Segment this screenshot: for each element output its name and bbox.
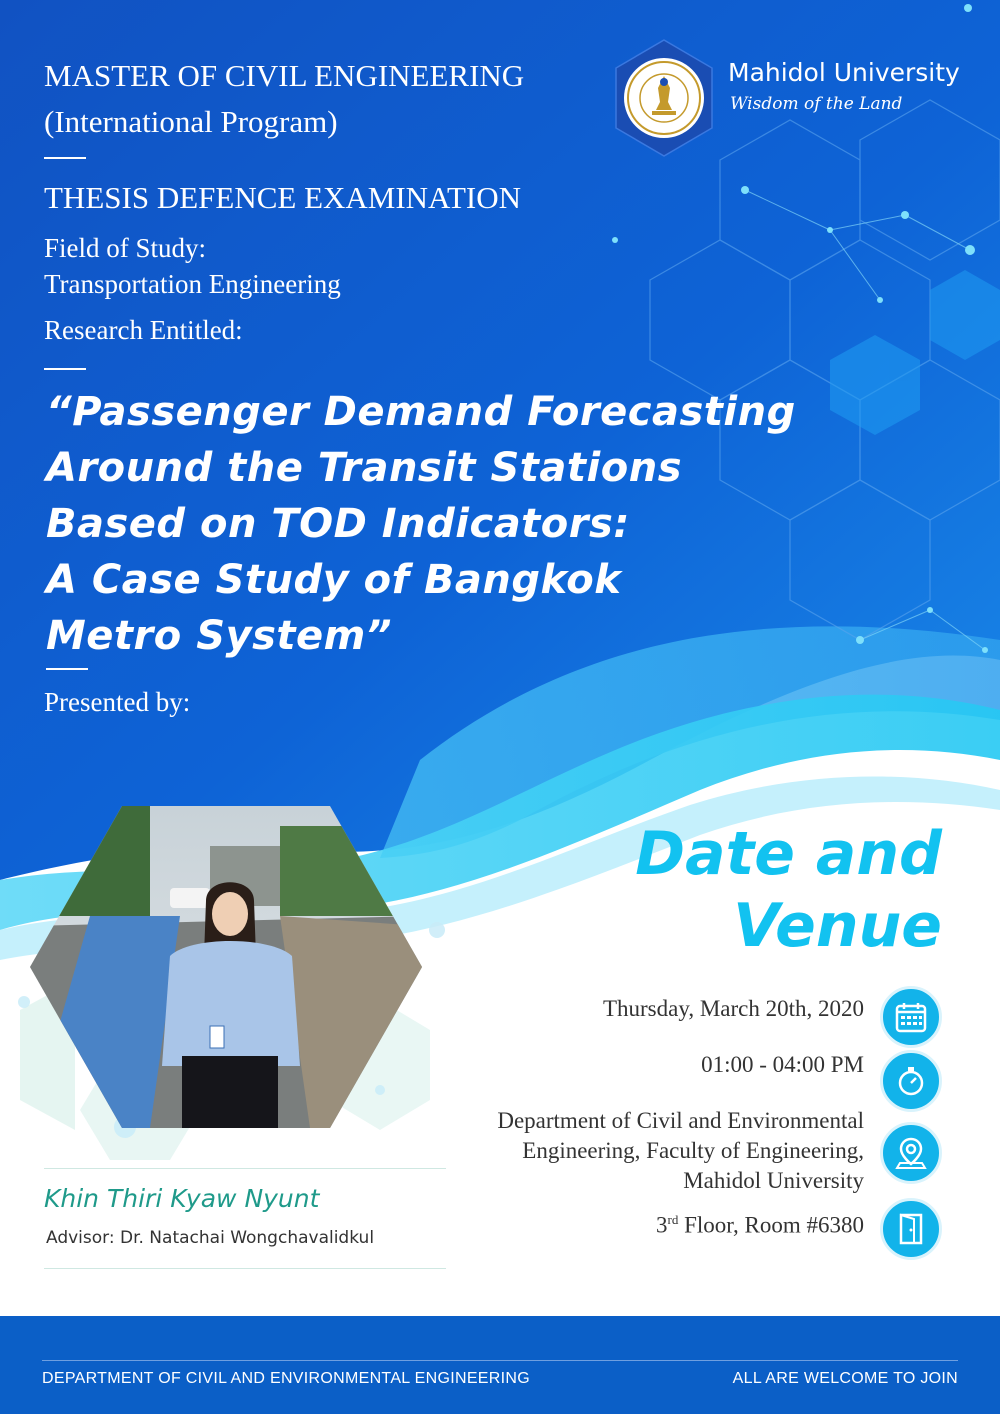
exam-title: THESIS DEFENCE EXAMINATION [44, 180, 522, 215]
divider [44, 368, 86, 370]
map-pin-icon [880, 1122, 942, 1184]
event-date: Thursday, March 20th, 2020 [602, 996, 864, 1021]
program-title: MASTER OF CIVIL ENGINEERING [44, 58, 525, 93]
university-motto: Wisdom of the Land [730, 94, 903, 114]
divider [44, 1168, 446, 1169]
footer-divider [42, 1360, 958, 1361]
research-title-line: Based on TOD Indicators: [46, 501, 630, 547]
calendar-icon [880, 986, 942, 1048]
venue-line: Engineering, Faculty of Engineering, [522, 1138, 864, 1163]
program-subtitle: (International Program) [44, 104, 338, 139]
footer [0, 1316, 1000, 1414]
research-label: Research Entitled: [44, 315, 243, 345]
event-venue [444, 1106, 864, 1196]
divider [46, 668, 88, 670]
door-icon [880, 1198, 942, 1260]
date-venue-heading [582, 818, 942, 962]
research-title [46, 384, 876, 664]
advisor-name: Advisor: Dr. Natachai Wongchavalidkul [46, 1228, 375, 1248]
presenter-photo [30, 806, 422, 1128]
presenter-name: Khin Thiri Kyaw Nyunt [44, 1184, 320, 1213]
footer-department: DEPARTMENT OF CIVIL AND ENVIRONMENTAL ENGINEERING [42, 1370, 530, 1387]
presented-by-label: Presented by: [44, 687, 191, 717]
research-title-line: “Passenger Demand Forecasting [46, 389, 796, 435]
university-seal-icon [612, 38, 716, 158]
date-venue-heading-line: Date and [635, 819, 942, 889]
divider [44, 1268, 446, 1269]
research-title-line: Metro System” [46, 613, 393, 659]
floor-suffix: rd [667, 1212, 679, 1227]
stopwatch-icon [880, 1050, 942, 1112]
divider [44, 157, 86, 159]
research-title-line: Around the Transit Stations [46, 445, 682, 491]
footer-welcome: ALL ARE WELCOME TO JOIN [732, 1370, 958, 1387]
date-venue-heading-line: Venue [733, 891, 942, 961]
floor-room: Floor, Room #6380 [678, 1212, 864, 1238]
field-value: Transportation Engineering [44, 269, 341, 299]
venue-line: Department of Civil and Environmental [497, 1108, 864, 1133]
venue-line: Mahidol University [683, 1168, 864, 1193]
university-name: Mahidol University [728, 58, 960, 87]
research-title-line: A Case Study of Bangkok [46, 557, 622, 603]
field-label: Field of Study: [44, 233, 207, 263]
floor-number: 3 [656, 1212, 668, 1238]
event-time: 01:00 - 04:00 PM [701, 1052, 864, 1077]
event-room [656, 1212, 864, 1239]
